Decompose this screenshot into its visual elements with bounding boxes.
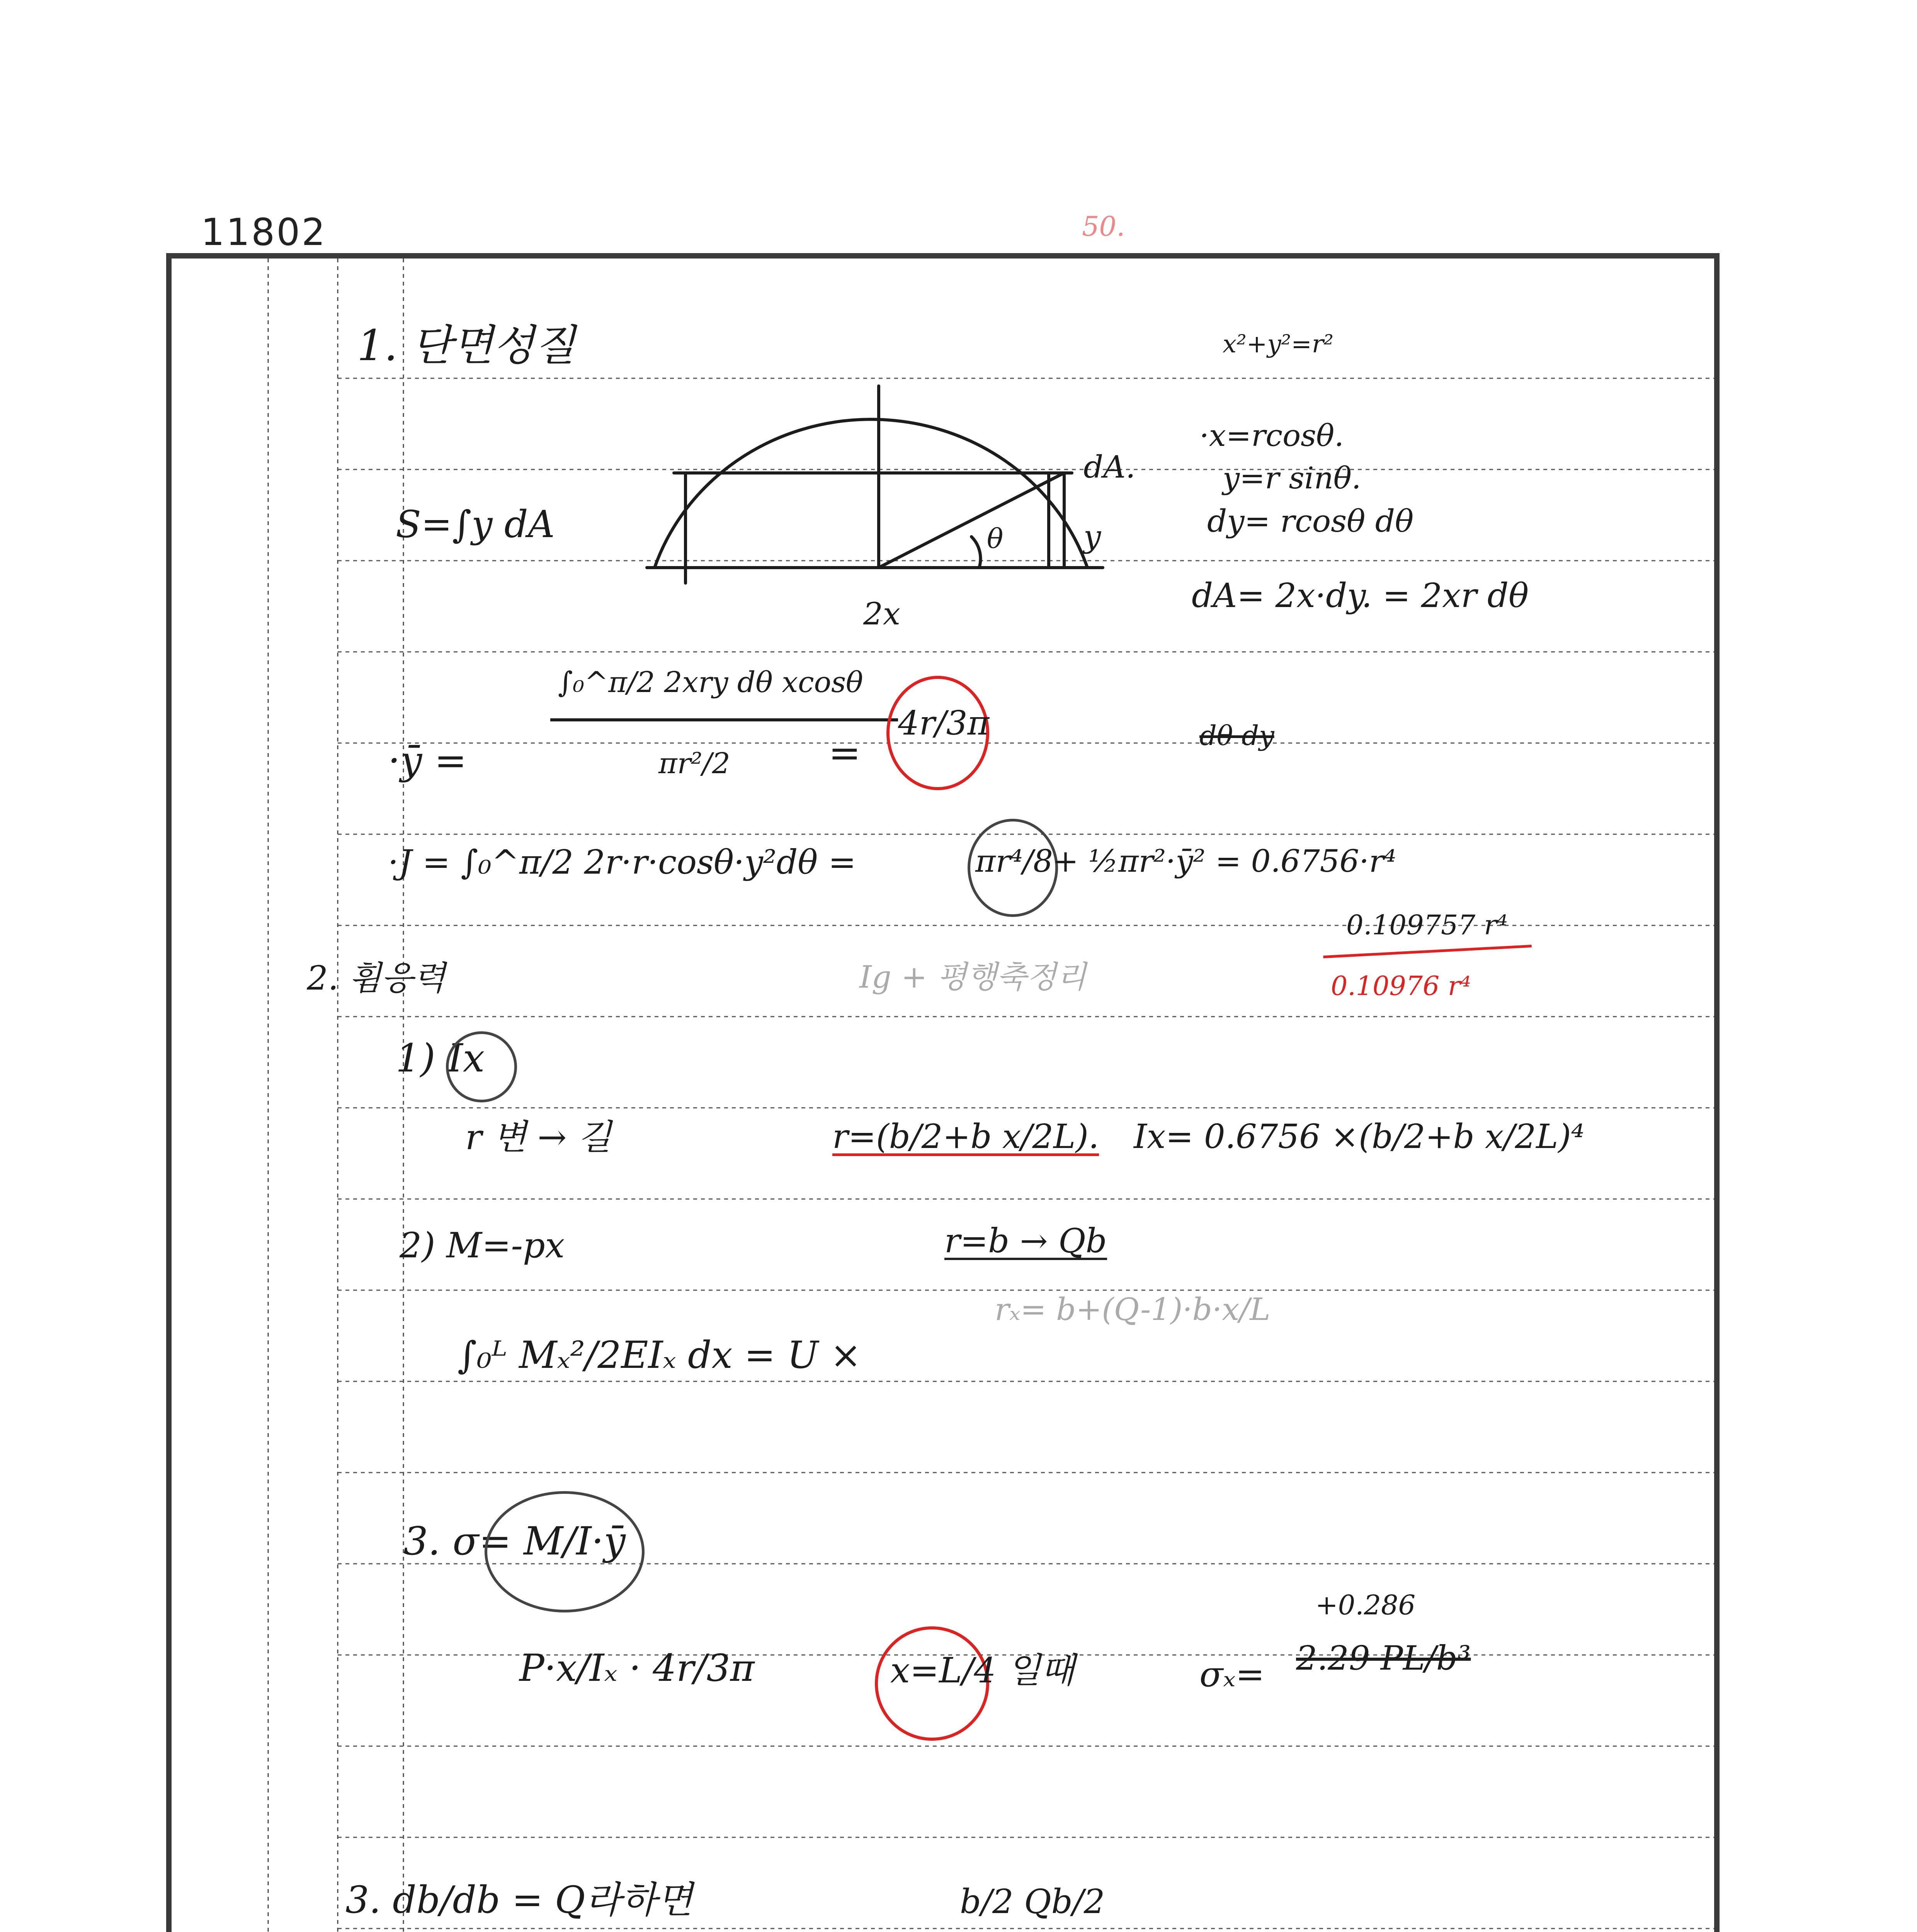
page-id-label: 11802 — [201, 211, 327, 254]
x-position-note: x=L/4 일때 — [890, 1650, 1075, 1691]
section-2-title: 2. 휨응력 — [307, 959, 446, 998]
polar-moment-integral: ·J = ∫₀^π/2 2r·r·cosθ·y²dθ = — [388, 843, 856, 882]
first-moment-formula: S=∫y dA — [396, 503, 555, 546]
polar-moment-term: πr⁴/8 — [975, 843, 1053, 879]
step-3-stress: 3. σ= M/I·ȳ — [403, 1519, 626, 1564]
Ix-expression: Ix= 0.6756 ×(b/2+b x/2L)⁴ — [1134, 1117, 1585, 1156]
stress-value: 2.29 PL/b³ — [1296, 1639, 1471, 1678]
y-substitution: y=r sinθ. — [1223, 461, 1361, 496]
value-handwritten-red: 0.10976 r⁴ — [1331, 971, 1471, 1002]
centroid-label: ·ȳ = — [388, 738, 467, 783]
circle-equation: x²+y²=r² — [1223, 330, 1334, 359]
answer-sheet — [166, 253, 1720, 1932]
radius-grey-note: rₓ= b+(Q-1)·b·x/L — [995, 1291, 1271, 1327]
stress-formula-circle — [485, 1491, 645, 1612]
strain-energy-integral: ∫₀ᴸ Mₓ²/2EIₓ dx = U × — [458, 1333, 861, 1377]
stress-correction: +0.286 — [1315, 1589, 1416, 1621]
centroid-result: 4r/3π — [898, 704, 990, 743]
radius-end-note: r=b → Qb — [944, 1222, 1107, 1260]
section-2-grey-note: Ig + 평행축정리 — [859, 959, 1087, 995]
step-2-moment: 2) M=-px — [400, 1225, 565, 1266]
centroid-fraction-bar — [550, 718, 898, 721]
stress-symbol: σₓ= — [1199, 1654, 1265, 1695]
fig-label-y: y — [1084, 519, 1101, 554]
Ix-circle — [446, 1031, 517, 1102]
centroid-numerator: ∫₀^π/2 2xry dθ xcosθ — [558, 666, 863, 699]
struck-expression: dθ dy — [1199, 720, 1274, 752]
fig-label-theta: θ — [987, 523, 1004, 554]
score-mark: 50. — [1082, 211, 1125, 242]
dA-expression: dA= 2x·dy. = 2xr dθ — [1192, 577, 1529, 615]
section-3-half-widths: b/2 Qb/2 — [960, 1883, 1105, 1921]
centroid-denominator: πr²/2 — [658, 747, 730, 780]
fig-label-dA: dA. — [1084, 449, 1136, 485]
radius-expression: r=(b/2+b x/2L). — [832, 1117, 1099, 1156]
section-3-title: 3. db/db = Q라하면 — [345, 1878, 693, 1922]
value-handwritten-black: 0.109757 r⁴ — [1346, 909, 1508, 941]
dy-expression: dy= rcosθ dθ — [1207, 503, 1414, 539]
stress-substitution: P·x/Iₓ · 4r/3π — [519, 1646, 755, 1690]
step-1-Ix: 1) Ix — [396, 1036, 485, 1081]
x-substitution: ·x=rcosθ. — [1199, 418, 1344, 453]
centroid-equals: = — [828, 730, 861, 776]
step-1-radius-note: r 변 → 길 — [465, 1117, 612, 1158]
section-1-title: 1. 단면성질 — [357, 321, 575, 370]
fig-label-2x: 2x — [863, 596, 901, 632]
polar-moment-result: + ½πr²·ȳ² = 0.6756·r⁴ — [1053, 843, 1397, 879]
